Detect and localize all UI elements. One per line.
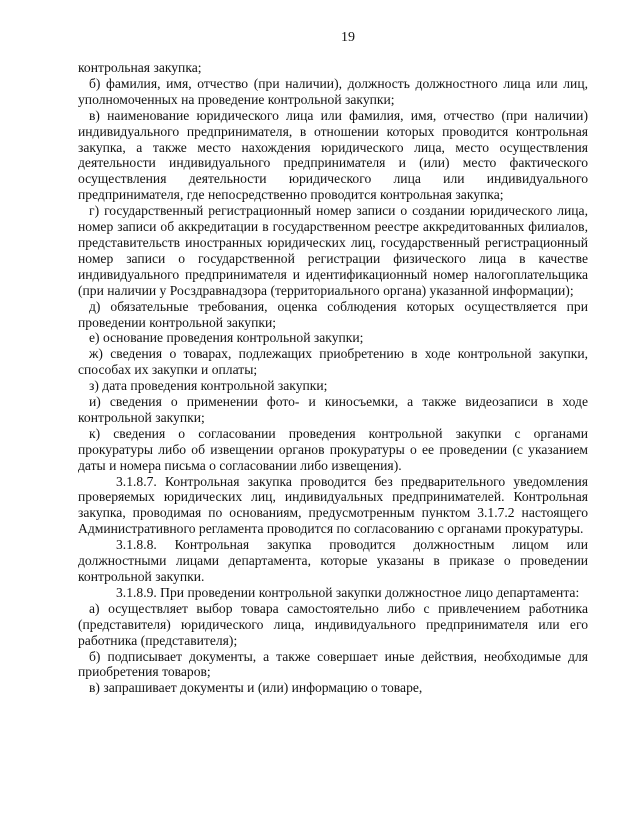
paragraph: ж) сведения о товарах, подлежащих приобретению в ходе контрольной закупки, способах их закупки и оплаты; [78,346,588,378]
paragraph: и) сведения о применении фото- и киносъемки, а также видеозаписи в ходе контрольной закупки; [78,394,588,425]
paragraph: а) осуществляет выбор товара самостоятельно либо с привлечением работника (представителя) юридического лица, индивидуального предпринимателя или его работника (представителя); [78,600,588,648]
paragraph: 3.1.8.9. При проведении контрольной закупки должностное лицо департамента: [116,584,580,600]
paragraph: 3.1.8.7. Контрольная закупка проводится без предварительного уведомления проверяемых юридических лиц, индивидуальных предпринимателей. Контрольная закупка, проводимая по основаниям, предусмотренным пунктом 3.1.7.2 настоящего Административного регламента проводится по согласованию с органами прокуратуры. [78,473,588,537]
paragraph: е) основание проведения контрольной закупки; [89,330,364,346]
paragraph: контрольная закупка; [78,60,202,75]
paragraph: г) государственный регистрационный номер записи о создании юридического лица, номер записи об аккредитации в государственном реестре аккредитованных филиалов, представительств иностранных юридических лиц, государственный регистрационный номер записи о государственной регистрации физического лица в качестве индивидуального предпринимателя и идентификационный номер налогоплательщика (при наличии у Росздравнадзора (территориального органа) указанной информации); [78,203,588,298]
paragraph: б) фамилия, имя, отчество (при наличии), должность должностного лица или лиц, уполномоченных на проведение контрольной закупки; [78,75,588,107]
paragraph: з) дата проведения контрольной закупки; [89,378,328,394]
paragraph: 3.1.8.8. Контрольная закупка проводится должностным лицом или должностными лицами департамента, которые указаны в приказе о проведении контрольной закупки. [78,537,588,584]
document-body [78,60,588,696]
paragraph: в) наименование юридического лица или фамилия, имя, отчество (при наличии) индивидуального предпринимателя, в отношении которых проводится контрольная закупка, а также место нахождения юридического лица, место осуществления деятельности индивидуального предпринимателя и (или) место фактического осуществления деятельности юридического лица или индивидуального предпринимателя, где непосредственно проводится контрольная закупка; [78,107,588,203]
paragraph: в) запрашивает документы и (или) информацию о товаре, [89,680,423,696]
page-number: 19 [341,30,355,45]
paragraph: д) обязательные требования, оценка соблюдения которых осуществляется при проведении контрольной закупки; [78,298,588,330]
paragraph: к) сведения о согласовании проведения контрольной закупки с органами прокуратуры либо об извещении органов прокуратуры о ее проведении (с указанием даты и номера письма о согласовании либо извещения). [78,425,588,473]
paragraph: б) подписывает документы, а также совершает иные действия, необходимые для приобретения товаров; [78,648,588,680]
